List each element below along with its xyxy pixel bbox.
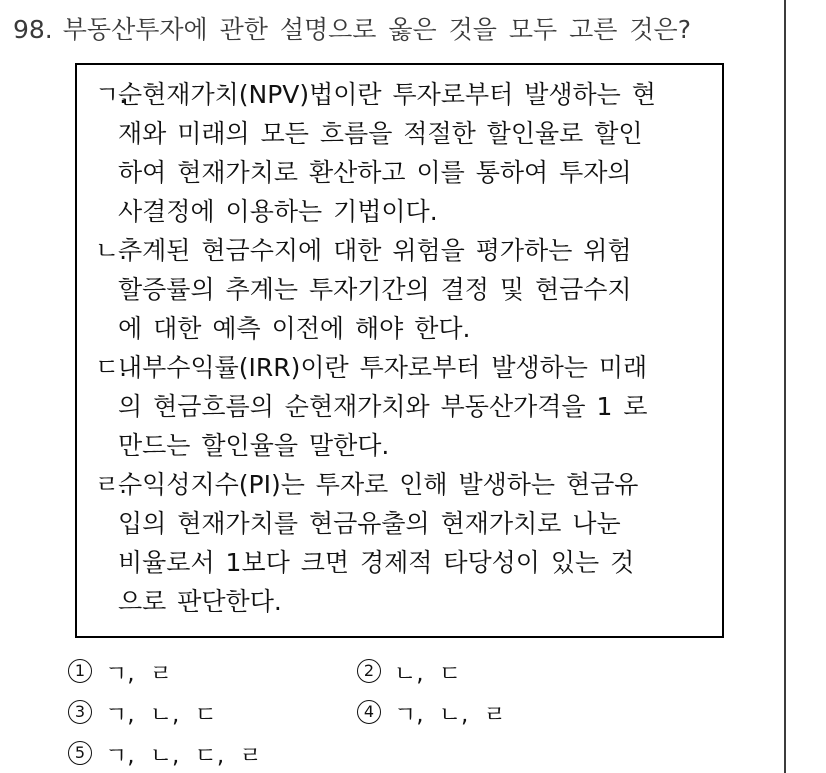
item-line: 수익성지수(PI)는 투자로 인해 발생하는 현금유 [118,470,639,499]
item-line: 으로 판단한다. [118,587,282,616]
item-marker: ㄱ. [95,80,128,109]
item-marker: ㄴ. [95,236,128,265]
option-box [75,63,724,638]
item-line: 의 현금흐름의 순현재가치와 부동산가격을 1 로 [118,392,648,421]
question-text: 부동산투자에 관한 설명으로 옳은 것을 모두 고른 것은? [62,15,691,44]
item-line: 하여 현재가치로 환산하고 이를 통하여 투자의 [118,158,632,187]
item-line: 사결정에 이용하는 기법이다. [118,197,438,226]
choice-number-circle: 2 [357,659,381,683]
item-line: 에 대한 예측 이전에 해야 한다. [118,314,471,343]
question-header [13,16,691,44]
question-number: 98. [13,15,53,44]
item-line: 비율로서 1보다 크면 경제적 타당성이 있는 것 [118,548,635,577]
box-item-g [95,75,714,231]
answer-choice-2[interactable] [357,659,506,687]
choice-letters: ㄴ, ㄷ [394,660,462,687]
item-line: 순현재가치(NPV)법이란 투자로부터 발생하는 현 [118,80,656,109]
item-line: 할증률의 추계는 투자기간의 결정 및 현금수지 [118,275,632,304]
item-line: 입의 현재가치를 현금유출의 현재가치로 나눈 [118,509,621,538]
choice-number-circle: 5 [68,741,92,765]
answer-choices [68,659,506,769]
choice-letters: ㄱ, ㄴ, ㄷ [105,701,217,728]
choice-letters: ㄱ, ㄹ [105,660,173,687]
choice-number-circle: 1 [68,659,92,683]
box-item-d [95,348,714,465]
box-item-n [95,231,714,348]
answer-choice-1[interactable] [68,659,357,687]
answer-choice-4[interactable] [357,700,506,728]
item-marker: ㄷ. [95,353,128,382]
column-divider [784,0,786,773]
box-item-r [95,465,714,621]
answer-choice-5[interactable] [68,741,357,769]
answer-choice-3[interactable] [68,700,357,728]
choice-number-circle: 3 [68,700,92,724]
choice-letters: ㄱ, ㄴ, ㄹ [394,701,506,728]
choice-letters: ㄱ, ㄴ, ㄷ, ㄹ [105,742,262,769]
choice-number-circle: 4 [357,700,381,724]
item-line: 재와 미래의 모든 흐름을 적절한 할인율로 할인 [118,119,643,148]
item-line: 만드는 할인율을 말한다. [118,431,390,460]
item-line: 내부수익률(IRR)이란 투자로부터 발생하는 미래 [118,353,648,382]
item-marker: ㄹ. [95,470,128,499]
item-line: 추계된 현금수지에 대한 위험을 평가하는 위험 [118,236,632,265]
